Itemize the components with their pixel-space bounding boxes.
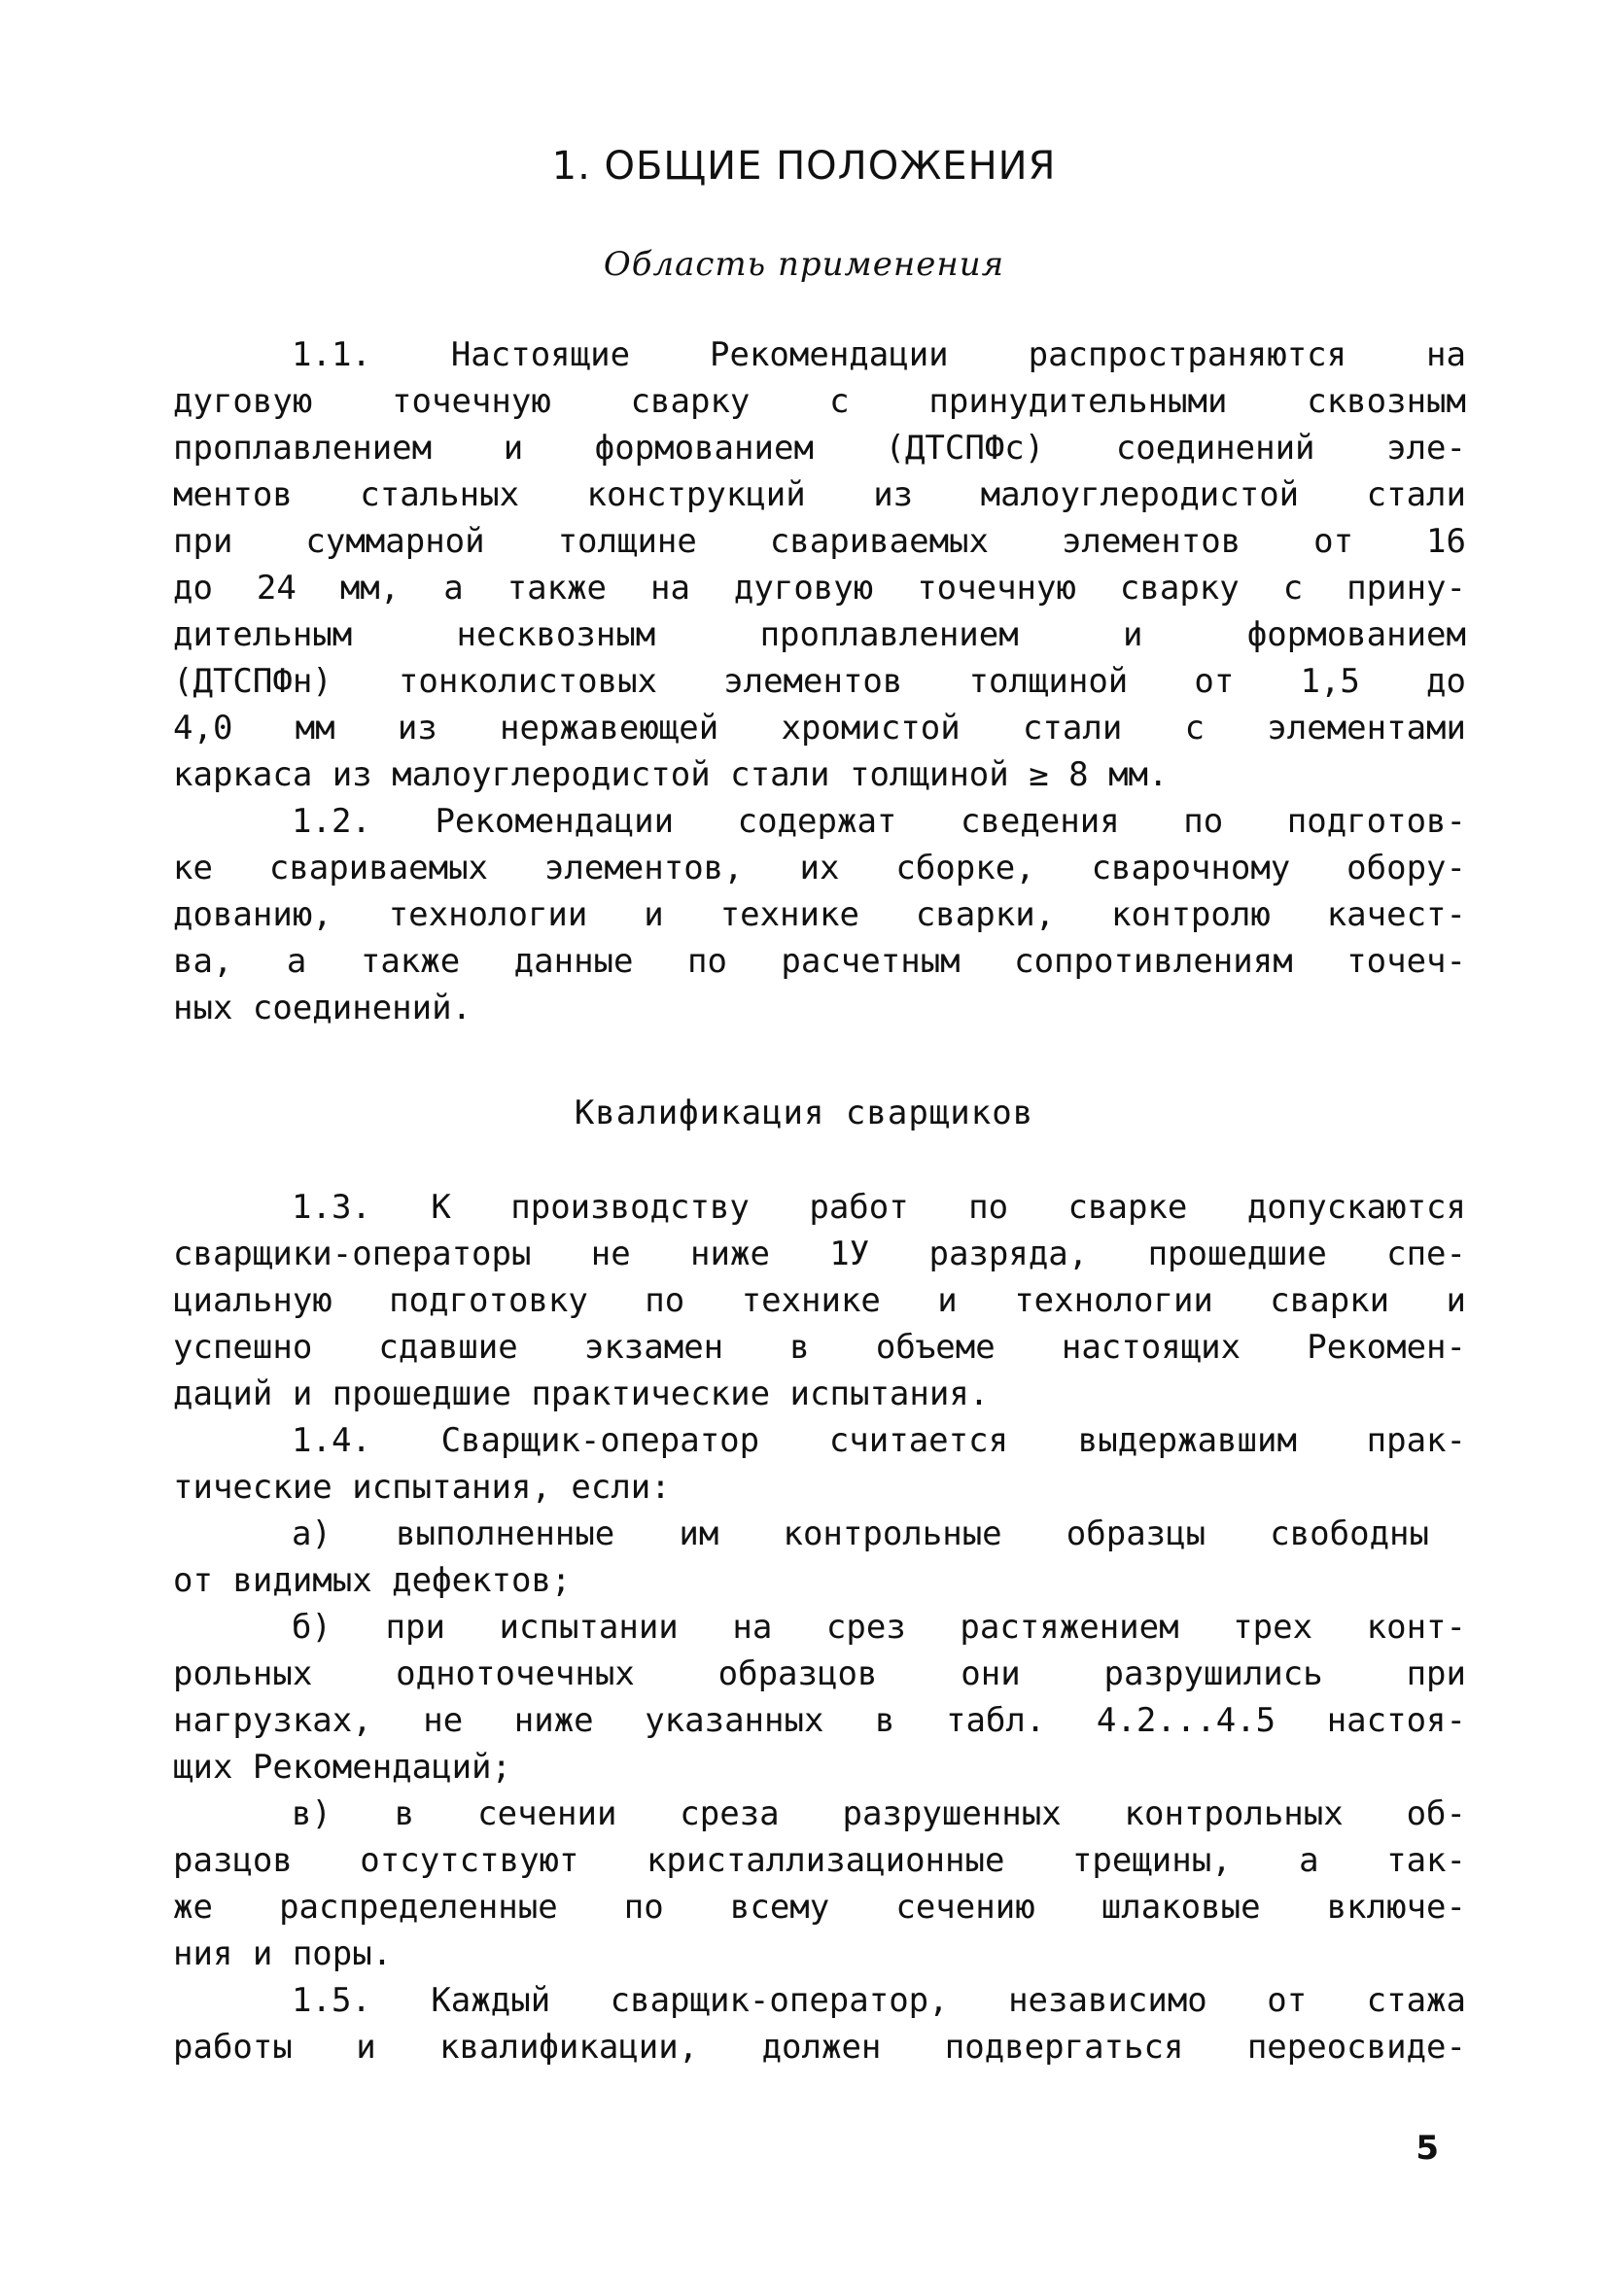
list-item-line: в) в сечении среза разрушенных контрольных об- (292, 1794, 1466, 1833)
paragraph-line: тические испытания, если: (173, 1468, 671, 1507)
paragraph-line: 1.2. Рекомендации содержат сведения по подготов- (292, 802, 1466, 841)
paragraph-line: работы и квалификации, должен подвергаться переосвиде- (173, 2028, 1466, 2067)
paragraph-line: ва, а также данные по расчетным сопротивлениям точеч- (173, 942, 1466, 981)
paragraph-line: (ДТСПФн) тонколистовых элементов толщиной от 1,5 до (173, 662, 1466, 701)
paragraph-line: дуговую точечную сварку с принудительными сквозным (173, 382, 1466, 421)
page-number: 5 (1416, 2129, 1439, 2168)
list-item-line: же распределенные по всему сечению шлаковые включе- (173, 1888, 1466, 1927)
list-item-line: от видимых дефектов; (173, 1561, 572, 1600)
list-item-line: б) при испытании на срез растяжением трех конт- (292, 1608, 1466, 1647)
paragraph-line: 1.4. Сварщик-оператор считается выдержавшим прак- (292, 1421, 1466, 1460)
list-item-line: ния и поры. (173, 1934, 393, 1973)
paragraph-line: успешно сдавшие экзамен в объеме настоящих Рекомен- (173, 1328, 1466, 1367)
paragraph-line: циальную подготовку по технике и технологии сварки и (173, 1281, 1466, 1320)
list-item-line: нагрузках, не ниже указанных в табл. 4.2...4.5 настоя- (173, 1701, 1466, 1740)
list-item-line: щих Рекомендаций; (173, 1748, 511, 1787)
list-item-line: разцов отсутствуют кристаллизационные трещины, а так- (173, 1841, 1466, 1880)
paragraph-line: ке свариваемых элементов, их сборке, сварочному обору- (173, 849, 1466, 887)
paragraph-line: 1.3. К производству работ по сварке допускаются (292, 1188, 1466, 1227)
paragraph-line: до 24 мм, а также на дуговую точечную сварку с прину- (173, 569, 1466, 608)
paragraph-line: при суммарной толщине свариваемых элементов от 16 (173, 522, 1466, 561)
paragraph-line: каркаса из малоуглеродистой стали толщиной ≥ 8 мм. (173, 755, 1169, 794)
paragraph-line: ных соединений. (173, 989, 472, 1027)
paragraph-line: проплавлением и формованием (ДТСПФс) соединений эле- (173, 429, 1466, 468)
section-title-scope: Область применения (603, 245, 1005, 284)
paragraph-line: даций и прошедшие практические испытания. (173, 1374, 990, 1413)
chapter-title: 1. ОБЩИЕ ПОЛОЖЕНИЯ (551, 144, 1057, 189)
section-title-qualification: Квалификация сварщиков (574, 1094, 1034, 1132)
list-item-line: рольных одноточечных образцов они разрушились при (173, 1654, 1466, 1693)
paragraph-line: дительным несквозным проплавлением и формованием (173, 615, 1466, 654)
paragraph-line: сварщики-операторы не ниже 1У разряда, прошедшие спе- (173, 1235, 1466, 1273)
paragraph-line: ментов стальных конструкций из малоуглеродистой стали (173, 475, 1466, 514)
paragraph-line: дованию, технологии и технике сварки, контролю качест- (173, 895, 1466, 934)
paragraph-line: 4,0 мм из нержавеющей хромистой стали с элементами (173, 709, 1466, 748)
list-item-line: а) выполненные им контрольные образцы свободны (292, 1514, 1429, 1553)
paragraph-line: 1.1. Настоящие Рекомендации распространяются на (292, 335, 1466, 374)
paragraph-line: 1.5. Каждый сварщик-оператор, независимо от стажа (292, 1981, 1466, 2020)
